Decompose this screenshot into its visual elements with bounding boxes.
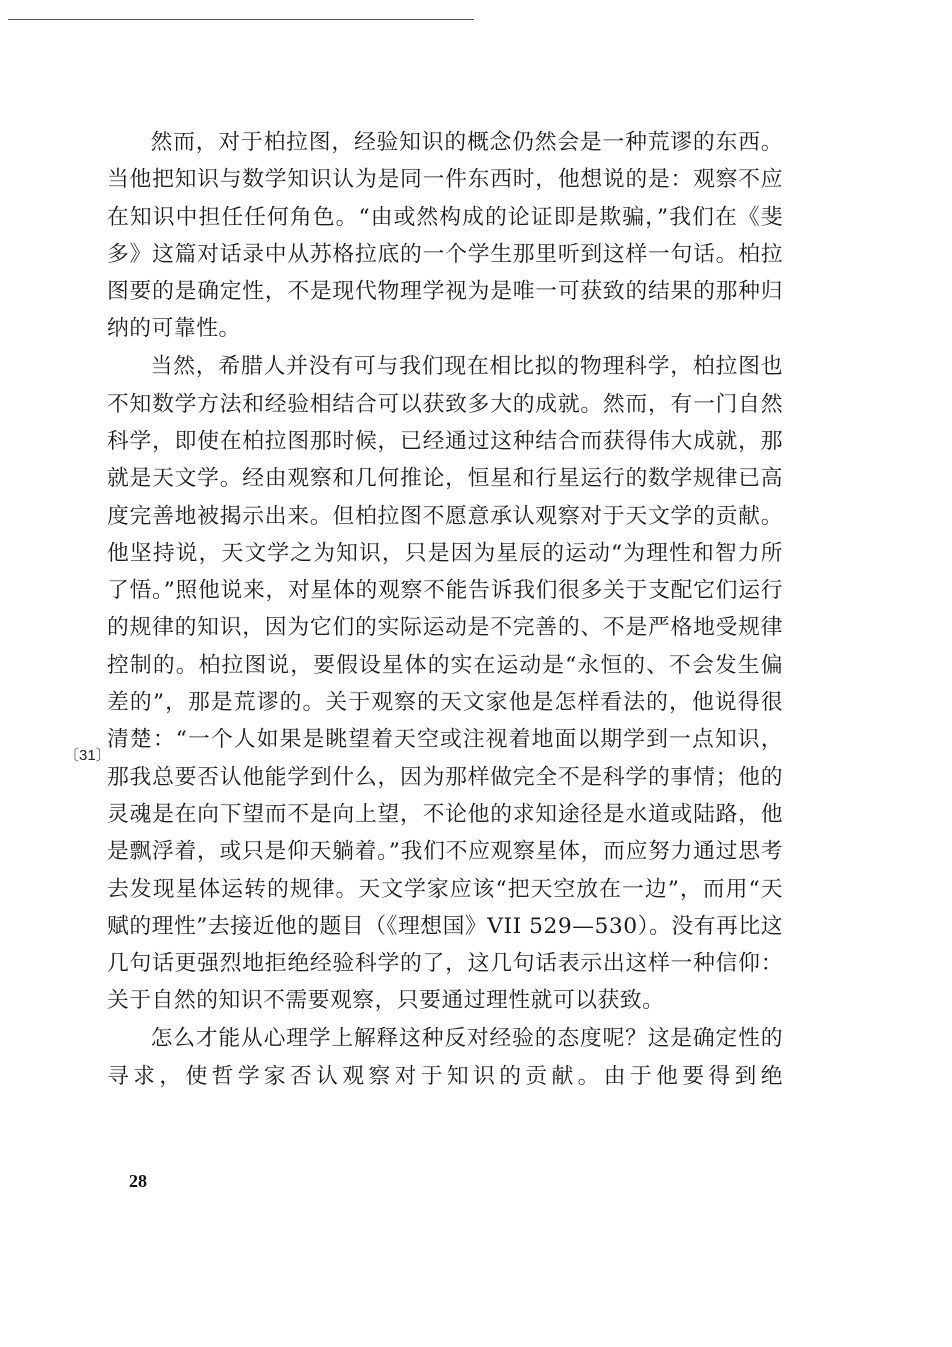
margin-note: 〔31〕 [64, 747, 111, 764]
header-rule [8, 19, 474, 20]
page-body [107, 124, 783, 1095]
page-number: 28 [129, 1171, 147, 1191]
paragraph-1: 然而，对于柏拉图，经验知识的概念仍然会是一种荒谬的东西。当他把知识与数学知识认为是同一件东西时，他想说的是：观察不应在知识中担任任何角色。“由或然构成的论证即是欺骗，”我们在《斐多》这篇对话录中从苏格拉底的一个学生那里听到这样一句话。柏拉图要的是确定性，不是现代物理学视为是唯一可获致的结果的那种归纳的可靠性。 [107, 130, 783, 342]
paragraph-3: 怎么才能从心理学上解释这种反对经验的态度呢？这是确定性的寻求，使哲学家否认观察对于知识的贡献。由于他要得到绝 [107, 1026, 783, 1089]
paragraph-2: 当然，希腊人并没有可与我们现在相比拟的物理科学，柏拉图也不知数学方法和经验相结合可以获致多大的成就。然而，有一门自然科学，即使在柏拉图那时候，已经通过这种结合而获得伟大成就，那就是天文学。经由观察和几何推论，恒星和行星运行的数学规律已高度完善地被揭示出来。但柏拉图不愿意承认观察对于天文学的贡献。他坚持说，天文学之为知识，只是因为星辰的运动“为理性和智力所了悟。”照他说来，对星体的观察不能告诉我们很多关于支配它们运行的规律的知识，因为它们的实际运动是不完善的、不是严格地受规律控制的。柏拉图说，要假设星体的实在运动是“永恒的、不会发生偏差的”，那是荒谬的。关于观察的天文家他是怎样看法的，他说得很清楚：“一个人如果是眺望着天空或注视着地面以期学到一点知识，那我总要否认他能学到什么，因为那样做完全不是科学的事情；他的灵魂是在向下望而不是向上望，不论他的求知途径是水道或陆路，他是飘浮着，或只是仰天躺着。”我们不应观察星体，而应努力通过思考去发现星体运转的规律。天文学家应该“把天空放在一边”，而用“天赋的理性”去接近他的题目（《理想国》VII 529—530）。没有再比这几句话更强烈地拒绝经验科学的了，这几句话表示出这样一种信仰：关于自然的知识不需要观察，只要通过理性就可以获致。 [107, 354, 783, 1014]
